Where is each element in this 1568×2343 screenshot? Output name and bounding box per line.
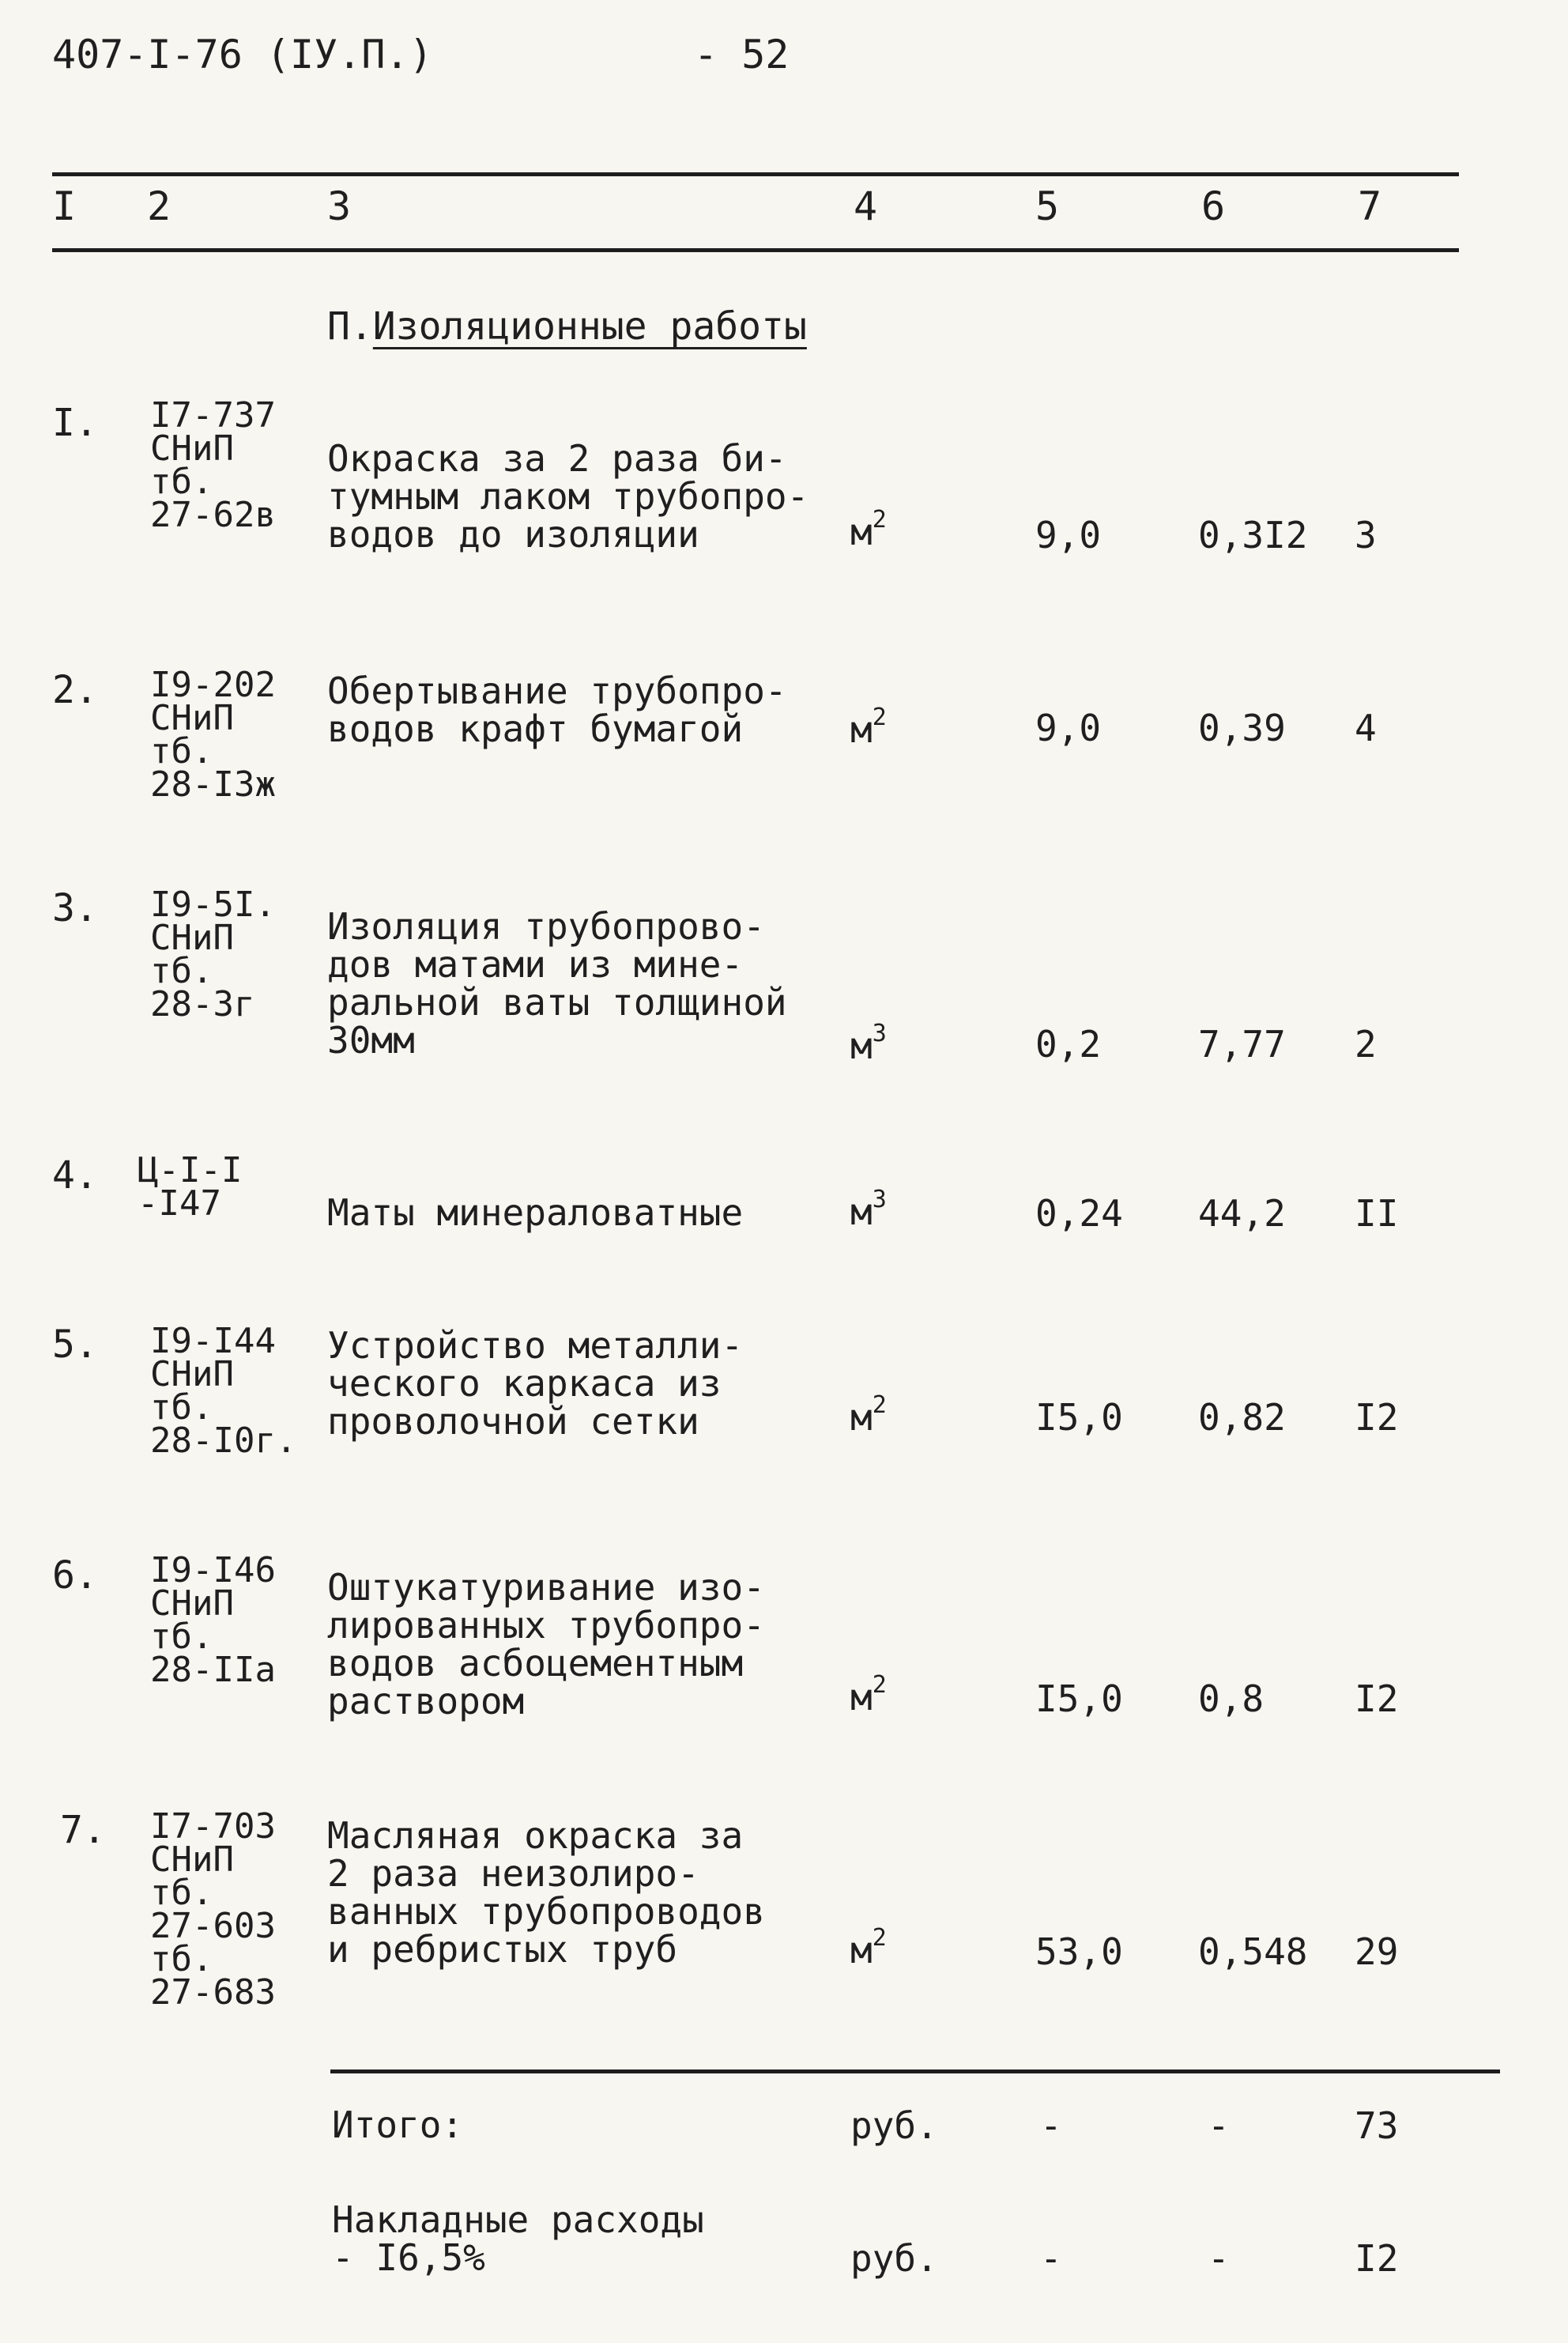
row-3-quantity: 0,2 [1035, 1023, 1102, 1066]
row-5-index: 5. [52, 1322, 98, 1367]
row-5-code: I9-I44 СНиП тб. 28-I0г. [150, 1321, 297, 1461]
overhead-quantity: - [1040, 2237, 1062, 2280]
row-6-unit: $м^2$ [850, 1671, 887, 1719]
overhead-price: - [1208, 2237, 1230, 2280]
row-2-index: 2. [52, 668, 98, 712]
column-header-2: 2 [147, 183, 172, 229]
row-7-price: 0,548 [1198, 1930, 1308, 1973]
subtotal-label: Итого: [332, 2103, 464, 2146]
row-4-unit: $м^3$ [850, 1186, 887, 1233]
row-4-index: 4. [52, 1153, 98, 1198]
row-2-price: 0,39 [1198, 707, 1286, 749]
row-3-code: I9-5I. СНиП тб. 28-3г [150, 885, 276, 1024]
row-2-code: I9-202 СНиП тб. 28-I3ж [150, 665, 276, 805]
row-2-unit: $м^2$ [850, 704, 887, 751]
table-top-rule [52, 172, 1459, 176]
row-6-description: Оштукатуривание изо- лированных трубопро- водов асбоцементным раствором [327, 1566, 765, 1722]
row-1-quantity: 9,0 [1035, 514, 1102, 557]
row-2-total: 4 [1355, 707, 1377, 749]
row-5-description: Устройство металли- ческого каркаса из проволочной сетки [327, 1324, 744, 1443]
row-6-quantity: I5,0 [1035, 1677, 1123, 1720]
row-6-total: I2 [1355, 1677, 1399, 1720]
row-7-description: Масляная окраска за 2 раза неизолиро- ванных трубопроводов и ребристых труб [327, 1814, 765, 1971]
section-prefix: П. [327, 304, 373, 349]
row-7-code: I7-703 СНиП тб. 27-603 тб. 27-683 [150, 1806, 276, 2013]
row-1-index: I. [52, 401, 98, 445]
row-6-price: 0,8 [1198, 1677, 1265, 1720]
row-5-price: 0,82 [1198, 1396, 1286, 1439]
row-3-description: Изоляция трубопрово- дов матами из мине- ральной ваты толщиной 30мм [327, 905, 787, 1062]
table-header-rule [52, 248, 1459, 252]
row-5-unit: $м^2$ [850, 1391, 887, 1439]
row-2-description: Обертывание трубопро- водов крафт бумагой [327, 670, 787, 750]
column-header-4: 4 [854, 183, 878, 229]
page-number: - 52 [694, 32, 790, 77]
section-title [327, 304, 807, 349]
row-7-total: 29 [1355, 1930, 1399, 1973]
column-header-6: 6 [1201, 183, 1226, 229]
overhead-unit: руб. [850, 2237, 938, 2280]
overhead-total: I2 [1355, 2237, 1399, 2280]
row-5-quantity: I5,0 [1035, 1396, 1123, 1439]
row-4-quantity: 0,24 [1035, 1192, 1123, 1235]
row-2-quantity: 9,0 [1035, 707, 1102, 749]
row-3-index: 3. [52, 886, 98, 930]
row-7-quantity: 53,0 [1035, 1930, 1123, 1973]
row-6-code: I9-I46 СНиП тб. 28-IIа [150, 1550, 276, 1690]
column-header-5: 5 [1035, 183, 1060, 229]
column-header-7: 7 [1358, 183, 1382, 229]
column-header-1: I [52, 183, 77, 229]
row-1-price: 0,3I2 [1198, 514, 1308, 557]
document-code: 407-I-76 (IУ.П.) [52, 32, 433, 77]
row-4-code: Ц-I-I -I47 [138, 1150, 243, 1224]
row-1-description: Окраска за 2 раза би- тумным лаком трубопро- водов до изоляции [327, 437, 809, 556]
row-3-total: 2 [1355, 1023, 1377, 1066]
row-4-description: Маты минераловатные [327, 1191, 744, 1234]
row-3-price: 7,77 [1198, 1023, 1286, 1066]
row-3-unit: $м^3$ [850, 1020, 887, 1067]
row-4-total: II [1355, 1192, 1399, 1235]
section-title-text: Изоляционные работы [372, 304, 807, 349]
overhead-label: Накладные расходы - I6,5% [332, 2198, 704, 2279]
row-1-total: 3 [1355, 514, 1377, 557]
row-1-unit: $м^2$ [850, 506, 887, 553]
totals-rule [330, 2069, 1500, 2073]
column-header-3: 3 [327, 183, 352, 229]
subtotal-price: - [1208, 2104, 1230, 2147]
row-4-price: 44,2 [1198, 1192, 1286, 1235]
subtotal-quantity: - [1040, 2104, 1062, 2147]
row-6-index: 6. [52, 1553, 98, 1598]
row-1-code: I7-737 СНиП тб. 27-62в [150, 395, 276, 535]
subtotal-total: 73 [1355, 2104, 1399, 2147]
row-7-index: 7. [60, 1808, 106, 1852]
subtotal-unit: руб. [850, 2104, 938, 2147]
row-5-total: I2 [1355, 1396, 1399, 1439]
row-7-unit: $м^2$ [850, 1924, 887, 1971]
